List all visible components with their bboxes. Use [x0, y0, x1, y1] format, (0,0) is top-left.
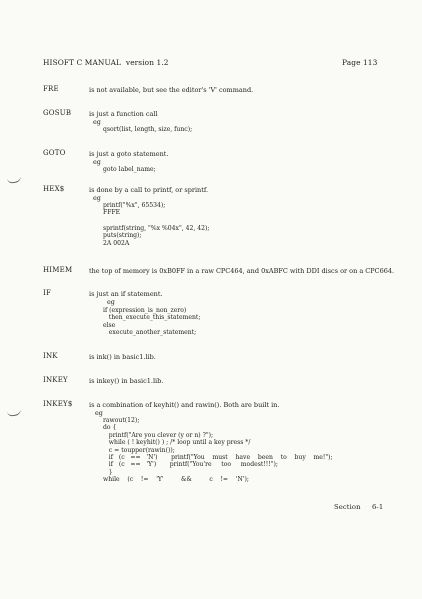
footer-section-number: 6-1 [372, 503, 384, 511]
keyword-gosub: GOSUB [43, 109, 72, 117]
margin-tick-mark [6, 175, 21, 184]
keyword-inkey-dollar: INKEY$ [43, 400, 73, 408]
code-block-inkey-dollar: rawout(12); do { printf("Are you clever (y or n) ?"); while ( ! keyhit() ) ; /* loop until a key press */ c = toupper(rawin()); if (c == 'N') printf("You must have been to buy me!"); if (c == 'Y') printf("You're too modest!!!"); } while (c != 'Y' && c != 'N'); [103, 417, 333, 484]
margin-tick-mark [6, 408, 21, 417]
entry-text-ink: is ink() in basic1.lib. [89, 353, 156, 361]
keyword-fre: FRE [43, 85, 59, 93]
keyword-himem: HIMEM [43, 266, 73, 274]
entry-text-himem: the top of memory is 0xB0FF in a raw CPC464, and 0xABFC with DDI discs or on a CPC664. [89, 267, 395, 275]
keyword-hex: HEX$ [43, 185, 65, 193]
entry-text-gosub: is just a function call [89, 110, 158, 118]
example-label: eg [93, 158, 101, 166]
entry-text-goto: is just a goto statement. [89, 150, 169, 158]
code-block-hex-sprintf: sprintf(string, "%x %04x", 42, 42); puts(string); 2A 002A [103, 225, 210, 247]
keyword-ink: INK [43, 352, 58, 360]
entry-text-inkey-dollar: is a combination of keyhit() and rawin(). Both are built in. [89, 401, 280, 409]
example-label: eg [107, 298, 115, 306]
example-label: eg [93, 118, 101, 126]
keyword-goto: GOTO [43, 149, 66, 157]
page-number: Page 113 [342, 58, 378, 67]
entry-text-hex: is done by a call to printf, or sprintf. [89, 186, 209, 194]
example-label: eg [95, 409, 103, 417]
entry-text-if: is just an if statement. [89, 290, 163, 298]
example-label: eg [93, 194, 101, 202]
code-block-gosub: qsort(list, length, size, func); [103, 126, 193, 133]
keyword-if: IF [43, 289, 52, 297]
manual-title: HISOFT C MANUAL version 1.2 [43, 58, 169, 67]
code-block-hex-printf: printf("%x", 65534); FFFE [103, 202, 166, 217]
footer-section-label: Section [334, 503, 361, 511]
code-block-if: if (expression_is_non_zero) then_execute_this_statement; else execute_another_statement; [103, 307, 201, 337]
entry-text-fre: is not available, but see the editor's 'V' command. [89, 86, 254, 94]
keyword-inkey: INKEY [43, 376, 68, 384]
entry-text-inkey: is inkey() in basic1.lib. [89, 377, 164, 385]
code-block-goto: goto label_name; [103, 166, 156, 173]
